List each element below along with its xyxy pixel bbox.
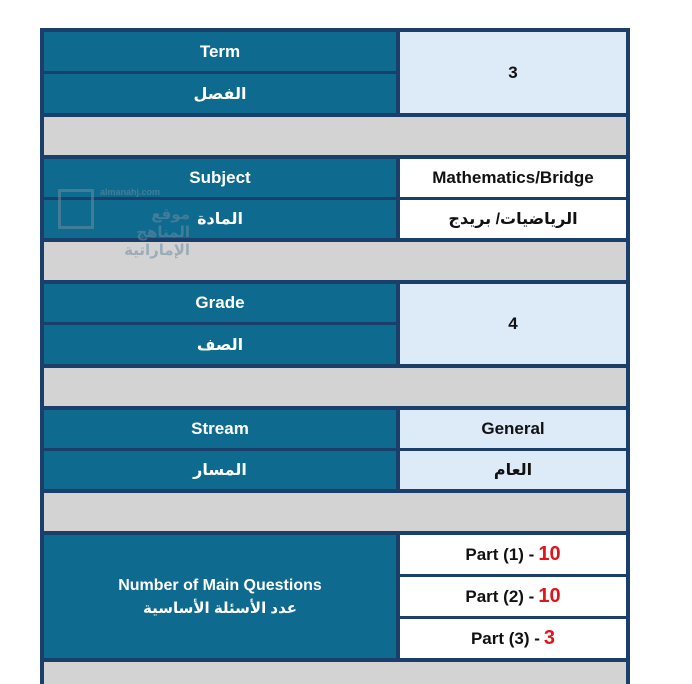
term-label-ar: الفصل (44, 74, 396, 113)
part-2-row (400, 577, 626, 616)
stream-value-ar: العام (400, 451, 626, 489)
spacer-row (44, 368, 626, 406)
part-3-row (400, 619, 626, 658)
part-3-count: 3 (543, 627, 556, 649)
part-2-label: Part (2) - (465, 586, 535, 606)
watermark-text: موقع المناهج الإماراتية (124, 206, 190, 259)
spacer-row (44, 662, 626, 684)
part-1-row (400, 535, 626, 574)
stream-label-en: Stream (44, 410, 396, 448)
main-questions-label (44, 535, 396, 658)
grade-label-ar: الصف (44, 325, 396, 364)
term-value: 3 (400, 32, 626, 113)
part-3-label: Part (3) - (470, 628, 540, 648)
spacer-row (44, 117, 626, 155)
subject-value-ar: الرياضيات/ بريدج (400, 200, 626, 238)
main-questions-label-ar: عدد الأسئلة الأساسية (142, 599, 297, 617)
subject-label-en: Subject (44, 159, 396, 197)
part-1-label: Part (1) - (465, 544, 535, 564)
info-table (40, 28, 630, 684)
spacer-row (44, 493, 626, 531)
stream-value-en: General (400, 410, 626, 448)
grade-value: 4 (400, 284, 626, 364)
term-label-en: Term (44, 32, 396, 71)
subject-label-ar: المادة (44, 200, 396, 238)
part-2-count: 10 (538, 585, 561, 607)
part-1-count: 10 (538, 543, 561, 565)
grade-label-en: Grade (44, 284, 396, 322)
spacer-row (44, 242, 626, 280)
subject-value-en: Mathematics/Bridge (400, 159, 626, 197)
watermark-url: almanahj.com (100, 187, 161, 197)
main-questions-label-en: Number of Main Questions (118, 576, 322, 594)
stream-label-ar: المسار (44, 451, 396, 489)
